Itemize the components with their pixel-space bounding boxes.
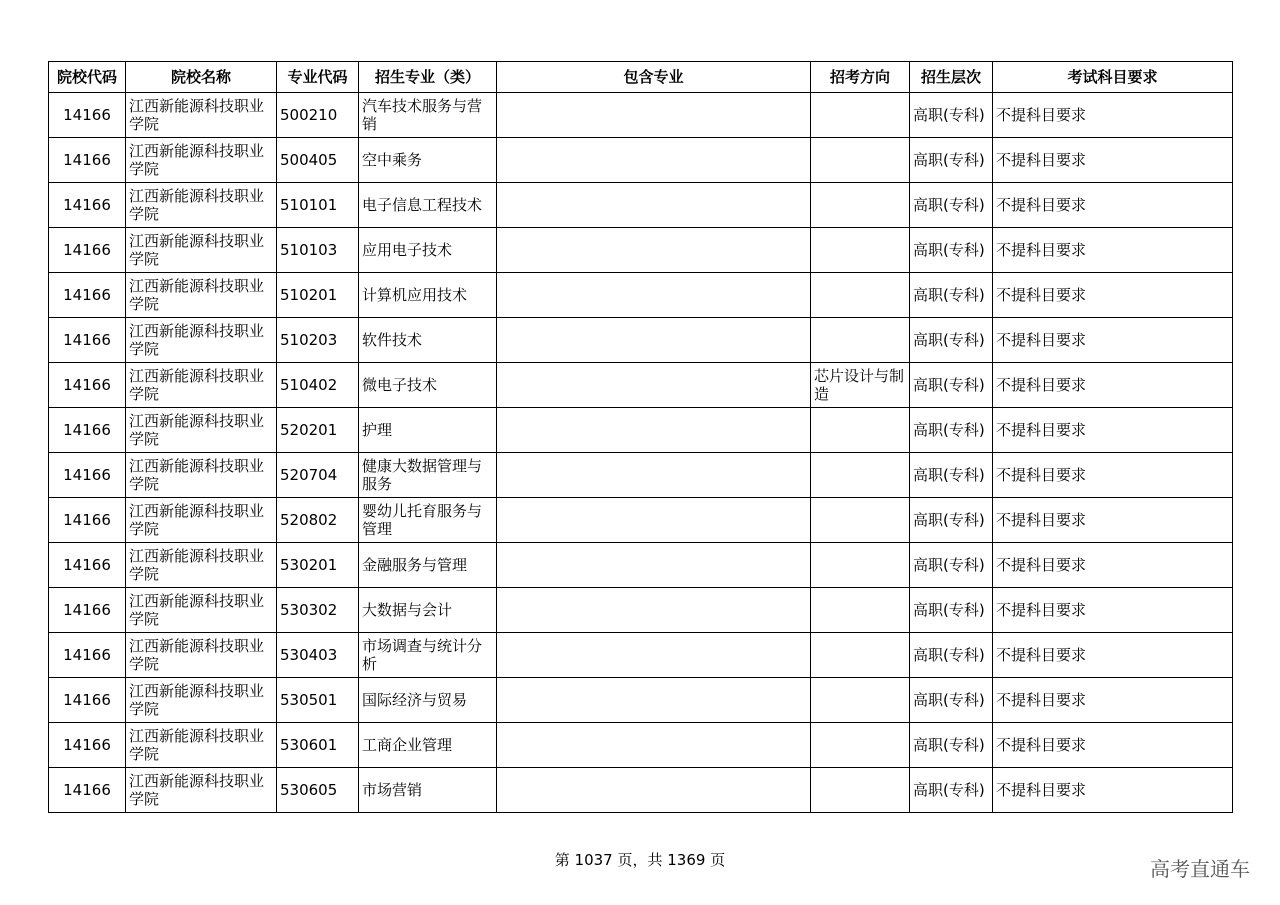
header-major: 招生专业（类）	[359, 62, 497, 93]
cell-level: 高职(专科)	[910, 498, 993, 543]
cell-major: 电子信息工程技术	[359, 183, 497, 228]
cell-school-name: 江西新能源科技职业学院	[126, 543, 277, 588]
cell-included-majors	[497, 498, 811, 543]
cell-included-majors	[497, 588, 811, 633]
cell-school-name: 江西新能源科技职业学院	[126, 498, 277, 543]
cell-major-code: 520802	[277, 498, 359, 543]
cell-level: 高职(专科)	[910, 633, 993, 678]
header-included-majors: 包含专业	[497, 62, 811, 93]
cell-major: 国际经济与贸易	[359, 678, 497, 723]
cell-direction	[811, 183, 910, 228]
cell-requirement: 不提科目要求	[993, 363, 1233, 408]
cell-included-majors	[497, 633, 811, 678]
cell-requirement: 不提科目要求	[993, 678, 1233, 723]
cell-school-code: 14166	[49, 408, 126, 453]
cell-major-code: 530201	[277, 543, 359, 588]
cell-requirement: 不提科目要求	[993, 768, 1233, 813]
cell-level: 高职(专科)	[910, 453, 993, 498]
cell-school-name: 江西新能源科技职业学院	[126, 588, 277, 633]
table-row	[49, 678, 1233, 723]
cell-major-code: 520201	[277, 408, 359, 453]
cell-major: 空中乘务	[359, 138, 497, 183]
header-major-code: 专业代码	[277, 62, 359, 93]
cell-major: 婴幼儿托育服务与管理	[359, 498, 497, 543]
header-direction: 招考方向	[811, 62, 910, 93]
cell-major: 应用电子技术	[359, 228, 497, 273]
cell-level: 高职(专科)	[910, 318, 993, 363]
cell-school-name: 江西新能源科技职业学院	[126, 273, 277, 318]
cell-level: 高职(专科)	[910, 543, 993, 588]
cell-school-code: 14166	[49, 723, 126, 768]
cell-level: 高职(专科)	[910, 273, 993, 318]
cell-school-name: 江西新能源科技职业学院	[126, 453, 277, 498]
cell-major: 健康大数据管理与服务	[359, 453, 497, 498]
table-row	[49, 138, 1233, 183]
cell-school-code: 14166	[49, 768, 126, 813]
table-row	[49, 588, 1233, 633]
cell-included-majors	[497, 318, 811, 363]
cell-major: 市场调查与统计分析	[359, 633, 497, 678]
cell-school-code: 14166	[49, 678, 126, 723]
table-row	[49, 768, 1233, 813]
admission-table	[48, 61, 1233, 813]
cell-requirement: 不提科目要求	[993, 93, 1233, 138]
cell-major-code: 520704	[277, 453, 359, 498]
cell-major-code: 530302	[277, 588, 359, 633]
header-school-code: 院校代码	[49, 62, 126, 93]
cell-school-name: 江西新能源科技职业学院	[126, 723, 277, 768]
cell-included-majors	[497, 408, 811, 453]
cell-school-name: 江西新能源科技职业学院	[126, 408, 277, 453]
cell-school-code: 14166	[49, 183, 126, 228]
cell-school-code: 14166	[49, 273, 126, 318]
cell-major: 微电子技术	[359, 363, 497, 408]
cell-level: 高职(专科)	[910, 678, 993, 723]
cell-school-name: 江西新能源科技职业学院	[126, 138, 277, 183]
cell-requirement: 不提科目要求	[993, 633, 1233, 678]
cell-direction	[811, 228, 910, 273]
cell-included-majors	[497, 678, 811, 723]
watermark: 高考直通车	[1150, 857, 1250, 881]
cell-school-code: 14166	[49, 498, 126, 543]
cell-major: 市场营销	[359, 768, 497, 813]
cell-direction	[811, 678, 910, 723]
table-row	[49, 183, 1233, 228]
cell-school-name: 江西新能源科技职业学院	[126, 228, 277, 273]
table-row	[49, 93, 1233, 138]
cell-school-code: 14166	[49, 138, 126, 183]
cell-requirement: 不提科目要求	[993, 138, 1233, 183]
cell-direction	[811, 498, 910, 543]
cell-direction	[811, 723, 910, 768]
cell-direction	[811, 768, 910, 813]
cell-included-majors	[497, 273, 811, 318]
cell-included-majors	[497, 138, 811, 183]
cell-school-name: 江西新能源科技职业学院	[126, 768, 277, 813]
cell-major-code: 530403	[277, 633, 359, 678]
cell-major-code: 510103	[277, 228, 359, 273]
cell-school-code: 14166	[49, 543, 126, 588]
cell-school-name: 江西新能源科技职业学院	[126, 183, 277, 228]
cell-direction	[811, 633, 910, 678]
cell-level: 高职(专科)	[910, 723, 993, 768]
cell-level: 高职(专科)	[910, 138, 993, 183]
cell-included-majors	[497, 183, 811, 228]
header-level: 招生层次	[910, 62, 993, 93]
page-number: 第 1037 页，共 1369 页	[554, 851, 726, 869]
header-requirement: 考试科目要求	[993, 62, 1233, 93]
cell-school-code: 14166	[49, 453, 126, 498]
cell-requirement: 不提科目要求	[993, 588, 1233, 633]
cell-direction	[811, 408, 910, 453]
header-row	[49, 62, 1233, 93]
cell-major-code: 530605	[277, 768, 359, 813]
cell-level: 高职(专科)	[910, 408, 993, 453]
cell-major: 大数据与会计	[359, 588, 497, 633]
table-row	[49, 498, 1233, 543]
cell-included-majors	[497, 543, 811, 588]
cell-major: 工商企业管理	[359, 723, 497, 768]
cell-major: 软件技术	[359, 318, 497, 363]
cell-requirement: 不提科目要求	[993, 183, 1233, 228]
cell-major-code: 500405	[277, 138, 359, 183]
table-row	[49, 273, 1233, 318]
cell-requirement: 不提科目要求	[993, 723, 1233, 768]
cell-direction: 芯片设计与制造	[811, 363, 910, 408]
table-row	[49, 408, 1233, 453]
cell-level: 高职(专科)	[910, 363, 993, 408]
cell-level: 高职(专科)	[910, 768, 993, 813]
cell-major: 金融服务与管理	[359, 543, 497, 588]
cell-requirement: 不提科目要求	[993, 228, 1233, 273]
table-row	[49, 543, 1233, 588]
cell-included-majors	[497, 453, 811, 498]
cell-requirement: 不提科目要求	[993, 543, 1233, 588]
cell-major-code: 530501	[277, 678, 359, 723]
cell-school-code: 14166	[49, 318, 126, 363]
cell-major: 汽车技术服务与营销	[359, 93, 497, 138]
table-row	[49, 633, 1233, 678]
cell-direction	[811, 93, 910, 138]
cell-included-majors	[497, 363, 811, 408]
cell-major-code: 510201	[277, 273, 359, 318]
cell-major-code: 530601	[277, 723, 359, 768]
cell-major-code: 510402	[277, 363, 359, 408]
cell-school-code: 14166	[49, 633, 126, 678]
cell-school-name: 江西新能源科技职业学院	[126, 633, 277, 678]
cell-included-majors	[497, 723, 811, 768]
cell-school-code: 14166	[49, 363, 126, 408]
table-row	[49, 723, 1233, 768]
cell-requirement: 不提科目要求	[993, 408, 1233, 453]
cell-direction	[811, 138, 910, 183]
cell-major: 护理	[359, 408, 497, 453]
cell-school-name: 江西新能源科技职业学院	[126, 318, 277, 363]
cell-requirement: 不提科目要求	[993, 318, 1233, 363]
cell-direction	[811, 543, 910, 588]
cell-direction	[811, 588, 910, 633]
table-row	[49, 453, 1233, 498]
cell-direction	[811, 453, 910, 498]
cell-level: 高职(专科)	[910, 93, 993, 138]
cell-requirement: 不提科目要求	[993, 453, 1233, 498]
cell-school-code: 14166	[49, 228, 126, 273]
cell-school-code: 14166	[49, 93, 126, 138]
cell-level: 高职(专科)	[910, 228, 993, 273]
cell-included-majors	[497, 228, 811, 273]
cell-level: 高职(专科)	[910, 183, 993, 228]
cell-direction	[811, 318, 910, 363]
cell-requirement: 不提科目要求	[993, 498, 1233, 543]
table-row	[49, 363, 1233, 408]
cell-level: 高职(专科)	[910, 588, 993, 633]
cell-major-code: 510101	[277, 183, 359, 228]
cell-school-code: 14166	[49, 588, 126, 633]
table-row	[49, 228, 1233, 273]
cell-included-majors	[497, 768, 811, 813]
table-row	[49, 318, 1233, 363]
cell-direction	[811, 273, 910, 318]
header-school-name: 院校名称	[126, 62, 277, 93]
cell-school-name: 江西新能源科技职业学院	[126, 678, 277, 723]
cell-major-code: 510203	[277, 318, 359, 363]
cell-school-name: 江西新能源科技职业学院	[126, 363, 277, 408]
cell-requirement: 不提科目要求	[993, 273, 1233, 318]
cell-major: 计算机应用技术	[359, 273, 497, 318]
cell-included-majors	[497, 93, 811, 138]
cell-school-name: 江西新能源科技职业学院	[126, 93, 277, 138]
cell-major-code: 500210	[277, 93, 359, 138]
